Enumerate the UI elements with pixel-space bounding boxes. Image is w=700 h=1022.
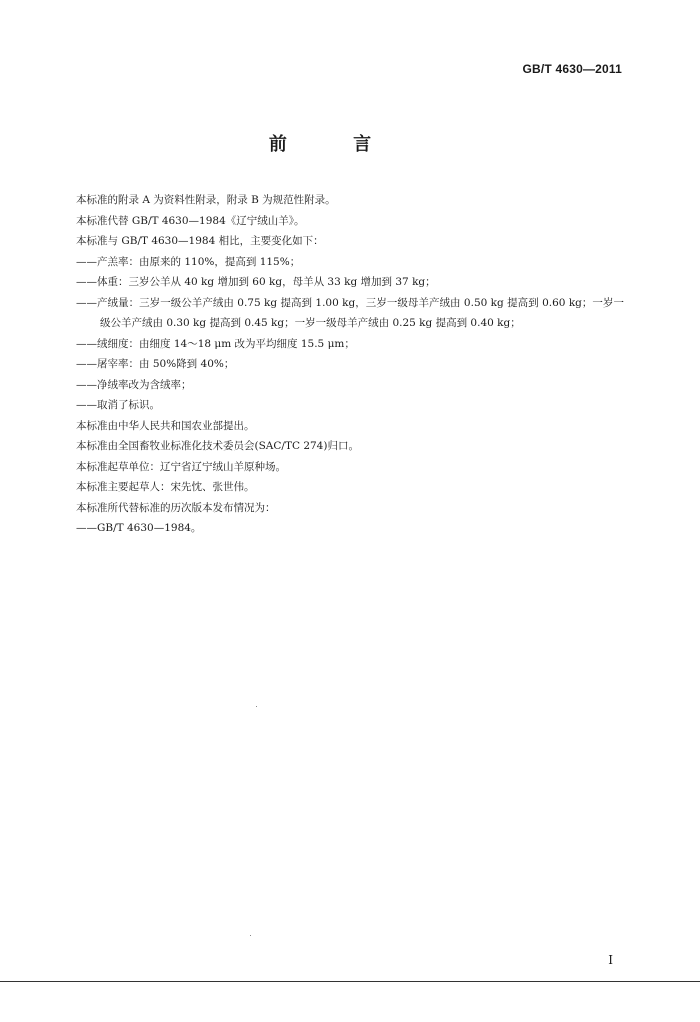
change-item: ——产绒量：三岁一级公羊产绒由 0.75 kg 提高到 1.00 kg，三岁一级母羊产绒由 0.50 kg 提高到 0.60 kg；一岁一级公羊产绒由 0.30 kg 提高到 0.45 kg；一岁一级母羊产绒由 0.25 kg 提高到 0.40 kg； (76, 296, 624, 329)
page-number: I (608, 953, 613, 967)
info-paragraph: 本标准起草单位：辽宁省辽宁绒山羊原种场。 (76, 460, 286, 473)
paragraph: 本标准与 GB/T 4630—1984 相比，主要变化如下： (76, 235, 324, 247)
scan-speck (256, 706, 257, 707)
change-item: ——产羔率：由原来的 110%，提高到 115%； (76, 255, 301, 268)
page-title: 前 言 (268, 134, 402, 155)
history-item: ——GB/T 4630—1984。 (76, 522, 202, 534)
foreword-body (76, 190, 624, 539)
footer-divider (0, 981, 700, 982)
info-paragraph: 本标准由中华人民共和国农业部提出。 (76, 419, 255, 432)
change-item: ——体重：三岁公羊从 40 kg 增加到 60 kg，母羊从 33 kg 增加到 37 kg； (76, 276, 436, 288)
scan-speck (250, 935, 251, 936)
info-paragraph: 本标准主要起草人：宋先忱、张世伟。 (76, 481, 255, 493)
change-item: ——取消了标识。 (76, 399, 160, 411)
info-paragraph: 本标准由全国畜牧业标准化技术委员会(SAC/TC 274)归口。 (76, 440, 359, 452)
change-item: ——屠宰率：由 50%降到 40%； (76, 358, 235, 370)
change-item: ——绒细度：由细度 14～18 μm 改为平均细度 15.5 μm； (76, 337, 355, 350)
standard-code: GB/T 4630—2011 (522, 62, 622, 76)
paragraph: 本标准代替 GB/T 4630—1984《辽宁绒山羊》。 (76, 214, 305, 227)
info-paragraph: 本标准所代替标准的历次版本发布情况为： (76, 501, 276, 514)
paragraph: 本标准的附录 A 为资料性附录，附录 B 为规范性附录。 (76, 194, 336, 206)
change-item: ——净绒率改为含绒率； (76, 378, 192, 391)
